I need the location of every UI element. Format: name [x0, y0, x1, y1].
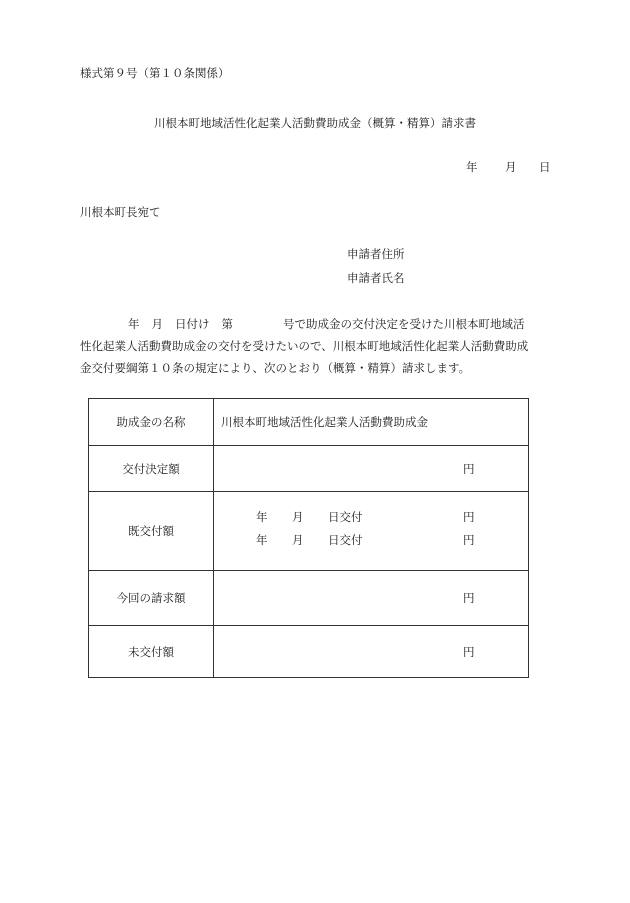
body-line-1: [80, 313, 560, 335]
body-month: 月: [151, 317, 163, 331]
paid-entry-day: 日交付: [328, 533, 363, 547]
form-number: 様式第９号（第１０条関係）: [80, 66, 230, 80]
request-amount-cell: [214, 571, 529, 626]
paid-entry-month: 月: [292, 510, 304, 524]
date-line: [0, 160, 630, 174]
body-line-2: 性化起業人活動費助成金の交付を受けたいので、川根本町地域活性化起業人活動費助成: [80, 339, 529, 353]
grant-name-label: 助成金の名称: [89, 399, 214, 446]
addressee: 川根本町長宛て: [80, 205, 161, 219]
table-row: [89, 571, 529, 626]
decided-amount-cell: [214, 446, 529, 492]
paid-entry-year: 年: [256, 510, 268, 524]
decided-amount-label: 交付決定額: [89, 446, 214, 492]
unpaid-amount-cell: [214, 626, 529, 678]
applicant-address-label: 申請者住所: [347, 247, 405, 261]
decided-amount-unit: 円: [463, 461, 475, 476]
table-row: [89, 492, 529, 571]
document-title: 川根本町地域活性化起業人活動費助成金（概算・精算）請求書: [154, 116, 476, 130]
request-amount-label: 今回の請求額: [89, 571, 214, 626]
body-line1-rest: 号で助成金の交付決定を受けた川根本町地域活: [283, 317, 525, 331]
table-row: [89, 446, 529, 492]
paid-entry-year: 年: [256, 533, 268, 547]
body-year: 年: [128, 317, 140, 331]
paid-entry-1: [214, 509, 528, 523]
request-amount-unit: 円: [463, 591, 475, 605]
paid-amount-cell: [214, 492, 529, 571]
paid-entry-unit: 円: [463, 533, 475, 547]
date-month: 月: [505, 160, 517, 174]
grant-name-value: 川根本町地域活性化起業人活動費助成金: [221, 415, 428, 429]
applicant-name-label: 申請者氏名: [347, 271, 405, 285]
body-line-3: 金交付要綱第１０条の規定により、次のとおり（概算・精算）請求します。: [80, 361, 471, 375]
unpaid-amount-unit: 円: [463, 644, 475, 659]
grant-name-cell: [214, 399, 529, 446]
body-number-prefix: 第: [221, 317, 233, 331]
table-row: [89, 626, 529, 678]
paid-entry-unit: 円: [463, 510, 475, 524]
paid-entry-month: 月: [292, 533, 304, 547]
paid-entry-2: [214, 532, 528, 546]
date-day: 日: [539, 160, 551, 174]
table-row: [89, 399, 529, 446]
date-year: 年: [466, 160, 478, 174]
paid-amount-label: 既交付額: [89, 492, 214, 571]
body-dated: 日付け: [175, 317, 210, 331]
unpaid-amount-label: 未交付額: [89, 626, 214, 678]
request-table: [88, 398, 529, 678]
request-body-paragraph: [80, 313, 560, 379]
paid-entry-day: 日交付: [328, 510, 363, 524]
